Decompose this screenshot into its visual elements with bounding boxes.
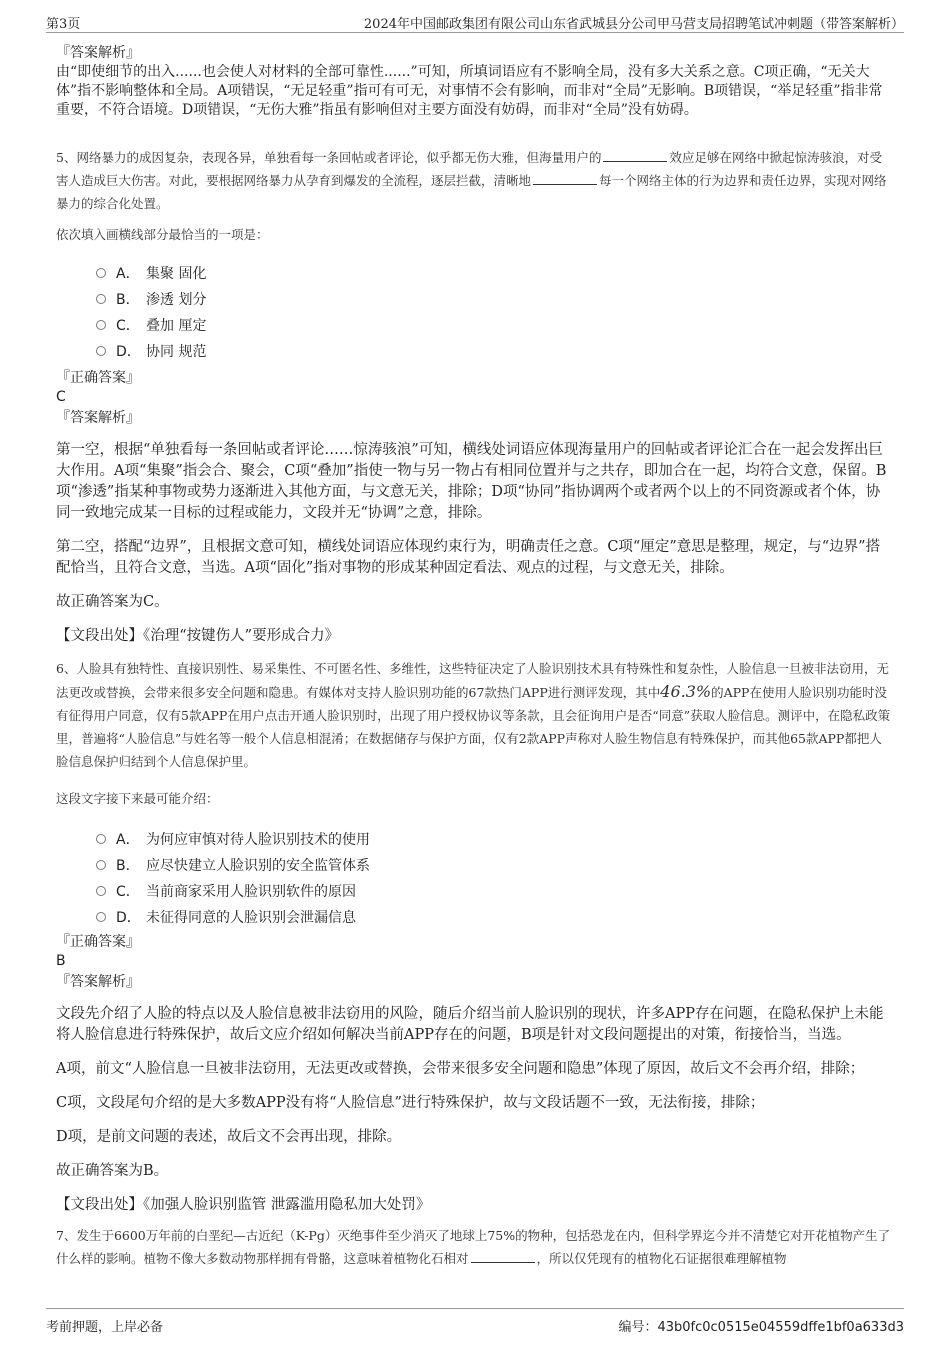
q7-blank-1 bbox=[471, 1250, 535, 1263]
radio-icon[interactable] bbox=[96, 912, 106, 922]
option-text: 为何应审慎对待人脸识别技术的使用 bbox=[146, 832, 370, 848]
prev-analysis-text: 由“即使细节的出入......也会使人对材料的全部可靠性......”可知，所填词语应有不影响全局，没有多大关系之意。C项正确，“无关大体”指不影响整体和全局。A项错误，“无足轻重”指可有可无，对事情不会有影响，而非对“全局”无影响。B项错误，“举足轻重”指非常重要，不符合语境。D项错误，“无伤大雅”指虽有影响但对主要方面没有妨碍，而非对“全局”没有妨碍。 bbox=[56, 64, 883, 118]
option-text: 应尽快建立人脸识别的安全监管体系 bbox=[146, 858, 370, 874]
q5-blank-1 bbox=[603, 149, 667, 162]
radio-icon[interactable] bbox=[96, 294, 106, 304]
q6-correct-answer: B bbox=[56, 953, 66, 969]
option-text: 集聚 固化 bbox=[146, 266, 207, 282]
question-6-stem bbox=[56, 657, 894, 773]
option-letter: C． bbox=[116, 318, 140, 334]
document-title: 2024年中国邮政集团有限公司山东省武城县分公司甲马营支局招聘笔试冲刺题（带答案解析） bbox=[363, 17, 904, 32]
q6-stem-part-b: 的APP在使用人脸识别功能时没有征得用户同意，仅有5款APP在用户点击开通人脸识别时，出现了用户授权协议等条款，且会征询用户是否“同意”获取人脸信息。测评中，在隐私政策里，普遍将“人脸信息”与姓名等一般个人信息相混淆；在数据储存与保护方面，仅有2款APP声称对人脸生物信息有特殊保护，而其他65款APP都把人脸信息保护归结到个人信息保护里。 bbox=[56, 685, 891, 769]
q5-stem-part-a: 5、网络暴力的成因复杂，表现各异，单独看每一条回帖或者评论，似乎都无伤大雅，但海量用户的 bbox=[56, 150, 602, 165]
radio-icon[interactable] bbox=[96, 860, 106, 870]
q6-analysis-para-4: D项，是前文问题的表述，故后文不会再出现，排除。 bbox=[56, 1129, 402, 1145]
q5-stem-part-b: 效应足够在网络中掀起惊涛骇浪，对受害人造成巨大伤害。对此，要根据网络暴力从孕育到爆发的全流程，逐层拦截，清晰地 bbox=[56, 150, 882, 188]
q5-option-d[interactable] bbox=[96, 339, 894, 365]
option-letter: D． bbox=[116, 344, 141, 360]
page-footer bbox=[46, 1308, 904, 1339]
option-text: 协同 规范 bbox=[146, 344, 207, 360]
q6-option-a[interactable] bbox=[96, 827, 894, 853]
q7-stem-part-a: 7、发生于6600万年前的白垩纪—古近纪（K-Pg）灭绝事件至少消灭了地球上75%的物种，包括恐龙在内，但科学界迄今并不清楚它对开花植物产生了什么样的影响。植物不像大多数动物那样拥有骨骼，这意味着植物化石相对 bbox=[56, 1228, 891, 1266]
option-letter: A． bbox=[116, 266, 140, 282]
q5-analysis-conclusion: 故正确答案为C。 bbox=[56, 594, 169, 610]
q6-option-b[interactable] bbox=[96, 853, 894, 879]
q5-source: 【文段出处】《治理“按键伤人”要形成合力》 bbox=[56, 628, 340, 644]
prev-analysis-label: 『答案解析』 bbox=[56, 45, 140, 61]
q7-stem-part-b: ，所以仅凭现有的植物化石证据很难理解植物 bbox=[536, 1251, 787, 1266]
page-number: 第3页 bbox=[46, 17, 81, 32]
radio-icon[interactable] bbox=[96, 268, 106, 278]
q5-blank-2 bbox=[533, 172, 597, 185]
q5-analysis-para-1: 第一空，根据“单独看每一条回帖或者评论……惊涛骇浪”可知，横线处词语应体现海量用户的回帖或者评论汇合在一起会发挥出巨大作用。A项“集聚”指会合、聚会，C项“叠加”指使一物与另一物占有相同位置并与之共存，即加合在一起，均符合文意，保留。B项“渗透”指某种事物或势力逐渐进入其他方面，与文意无关，排除；D项“协同”指协调两个或者两个以上的不同资源或者个体，协同一致地完成某一目标的过程或能力，文段并无“协调”之意，排除。 bbox=[56, 442, 887, 521]
q5-option-b[interactable] bbox=[96, 287, 894, 313]
radio-icon[interactable] bbox=[96, 346, 106, 356]
q6-analysis-para-1: 文段先介绍了人脸的特点以及人脸信息被非法窃用的风险，随后介绍当前人脸识别的现状，许多APP存在问题，在隐私保护上未能将人脸信息进行特殊保护，故后文应介绍如何解决当前APP存在的问题，B项是针对文段问题提出的对策，衔接恰当，当选。 bbox=[56, 1006, 884, 1043]
document-code bbox=[618, 1316, 904, 1335]
option-text: 当前商家采用人脸识别软件的原因 bbox=[146, 884, 356, 900]
page-content bbox=[56, 44, 894, 1270]
option-letter: A． bbox=[116, 832, 140, 848]
radio-icon[interactable] bbox=[96, 834, 106, 844]
question-7-stem bbox=[56, 1224, 894, 1270]
q5-options bbox=[56, 261, 894, 365]
q6-analysis-para-2: A项，前文“人脸信息一旦被非法窃用，无法更改或替换，会带来很多安全问题和隐患”体现了原因，故后文不会再介绍，排除； bbox=[56, 1061, 865, 1077]
q6-stem-part-a: 6、人脸具有独特性、直接识别性、易采集性、不可匿名性、多维性，这些特征决定了人脸识别技术具有特殊性和复杂性，人脸信息一旦被非法窃用，无法更改或替换，会带来很多安全问题和隐患。有媒体对支持人脸识别功能的67款热门APP进行测评发现，其中 bbox=[56, 661, 889, 700]
q5-prompt: 依次填入画横线部分最恰当的一项是： bbox=[56, 227, 269, 242]
q5-stem-part-c: 每一个网络主体的行为边界和责任边界，实现对网络暴力的综合化处置。 bbox=[56, 173, 887, 211]
option-letter: C． bbox=[116, 884, 140, 900]
option-text: 叠加 厘定 bbox=[146, 318, 207, 334]
code-label: 编号： bbox=[618, 1320, 658, 1335]
q6-option-c[interactable] bbox=[96, 879, 894, 905]
q6-analysis-conclusion: 故正确答案为B。 bbox=[56, 1163, 169, 1179]
q6-analysis-para-3: C项，文段尾句介绍的是大多数APP没有将“人脸信息”进行特殊保护，故与文段话题不一致，无法衔接，排除； bbox=[56, 1095, 765, 1111]
option-text: 未征得同意的人脸识别会泄漏信息 bbox=[146, 910, 356, 926]
question-5-stem bbox=[56, 146, 894, 215]
radio-icon[interactable] bbox=[96, 320, 106, 330]
radio-icon[interactable] bbox=[96, 886, 106, 896]
q5-correct-answer: C bbox=[56, 389, 66, 405]
page-header bbox=[46, 10, 904, 33]
q6-percent: 46.3% bbox=[660, 682, 712, 701]
q5-analysis-label: 『答案解析』 bbox=[56, 410, 140, 426]
q5-option-c[interactable] bbox=[96, 313, 894, 339]
q5-analysis-para-2: 第二空，搭配“边界”，且根据文意可知，横线处词语应体现约束行为，明确责任之意。C项“厘定”意思是整理，规定，与“边界”搭配恰当，且符合文意，当选。A项“固化”指对事物的形成某种固定看法、观点的过程，与文意无关，排除。 bbox=[56, 539, 881, 576]
option-letter: B． bbox=[116, 292, 140, 308]
q6-prompt: 这段文字接下来最可能介绍： bbox=[56, 791, 219, 806]
q6-source: 【文段出处】《加强人脸识别监管 泄露滥用隐私加大处罚》 bbox=[56, 1197, 431, 1213]
option-text: 渗透 划分 bbox=[146, 292, 207, 308]
option-letter: D． bbox=[116, 910, 141, 926]
q6-correct-label: 『正确答案』 bbox=[56, 934, 140, 950]
q6-option-d[interactable] bbox=[96, 905, 894, 931]
option-letter: B． bbox=[116, 858, 140, 874]
q5-correct-label: 『正确答案』 bbox=[56, 370, 140, 386]
q5-option-a[interactable] bbox=[96, 261, 894, 287]
footer-slogan: 考前押题，上岸必备 bbox=[46, 1320, 164, 1335]
code-value: 43b0fc0c0515e04559dffe1bf0a633d3 bbox=[657, 1320, 904, 1335]
q6-options bbox=[56, 827, 894, 931]
q6-analysis-label: 『答案解析』 bbox=[56, 974, 140, 990]
